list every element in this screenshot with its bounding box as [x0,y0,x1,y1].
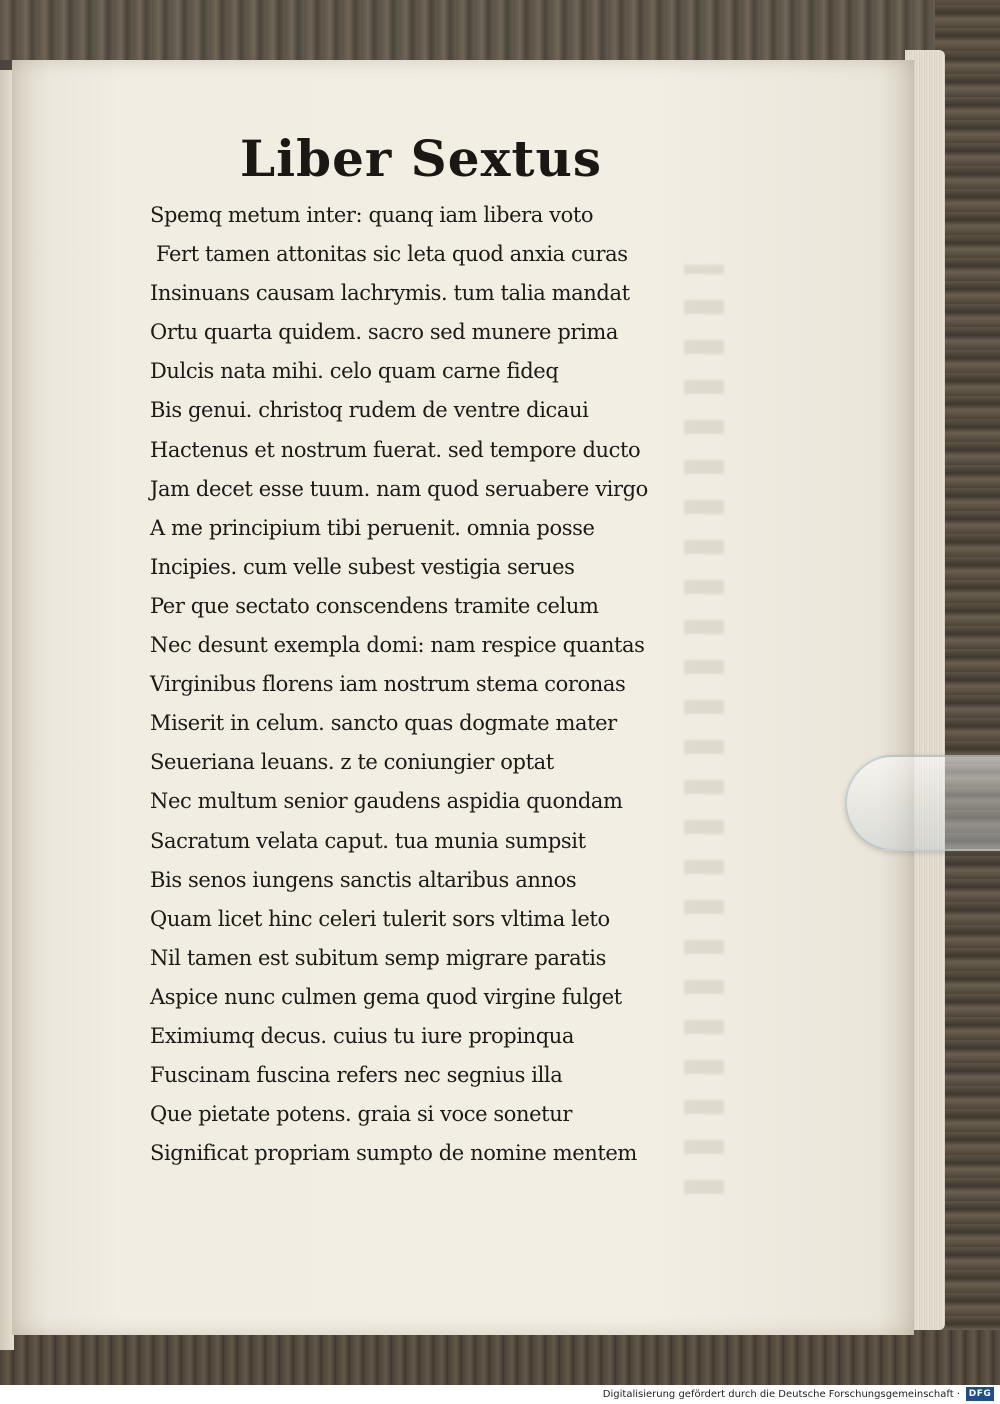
verse-line: Bis senos iungens sanctis altaribus annos [150,867,577,892]
verse-line: Eximiumq decus. cuius tu iure propinqua [150,1023,575,1048]
verse-line: Hactenus et nostrum fuerat. sed tempore ducto [150,437,641,462]
show-through-text [684,265,724,1215]
binding-board-top [0,0,1000,60]
dfg-logo: DFG [966,1387,994,1401]
verse-line: Seueriana leuans. z te coniungier optat [150,750,554,775]
verse-line: Ortu quarta quidem. sacro sed munere prima [150,320,618,345]
verse-line: Fert tamen attonitas sic leta quod anxia curas [156,242,628,267]
verse-line: Nil tamen est subitum semp migrare paratis [150,945,606,970]
page-heading: Liber Sextus [240,129,602,188]
verse-line: Bis genui. christoq rudem de ventre dicaui [150,398,589,423]
verse-line: Que pietate potens. graia si voce sonetur [150,1102,572,1127]
verse-line: A me principium tibi peruenit. omnia posse [150,515,595,540]
verse-line: Nec desunt exempla domi: nam respice quantas [150,633,645,658]
verse-line: Jam decet esse tuum. nam quod seruabere virgo [150,476,648,501]
transparent-page-clip [845,755,1000,851]
verse-line: Nec multum senior gaudens aspidia quondam [150,789,623,814]
verse-list [150,196,690,1173]
verse-line: Significat propriam sumpto de nomine mentem [150,1141,637,1166]
verse-line: Per que sectato conscendens tramite celum [150,593,599,618]
verse-line: Spemq metum inter: quanq iam libera voto [150,203,594,227]
verse-line: Sacratum velata caput. tua munia sumpsit [150,828,586,853]
verse-line: Incipies. cum velle subest vestigia serues [150,554,575,579]
verse-line: Insinuans causam lachrymis. tum talia mandat [150,281,630,306]
verse-line: Virginibus florens iam nostrum stema coronas [150,672,626,697]
verse-line: Miserit in celum. sancto quas dogmate mater [150,711,617,736]
verse-line: Quam licet hinc celeri tulerit sors vltima leto [150,906,610,931]
verse-line: Fuscinam fuscina refers nec segnius illa [150,1063,563,1088]
verse-line: Dulcis nata mihi. celo quam carne fideq [150,359,559,384]
funding-credit: Digitalisierung gefördert durch die Deutsche Forschungsgemeinschaft · [602,1389,960,1400]
binding-board-bottom [0,1330,1000,1385]
verse-line: Aspice nunc culmen gema quod virgine fulget [150,984,622,1009]
